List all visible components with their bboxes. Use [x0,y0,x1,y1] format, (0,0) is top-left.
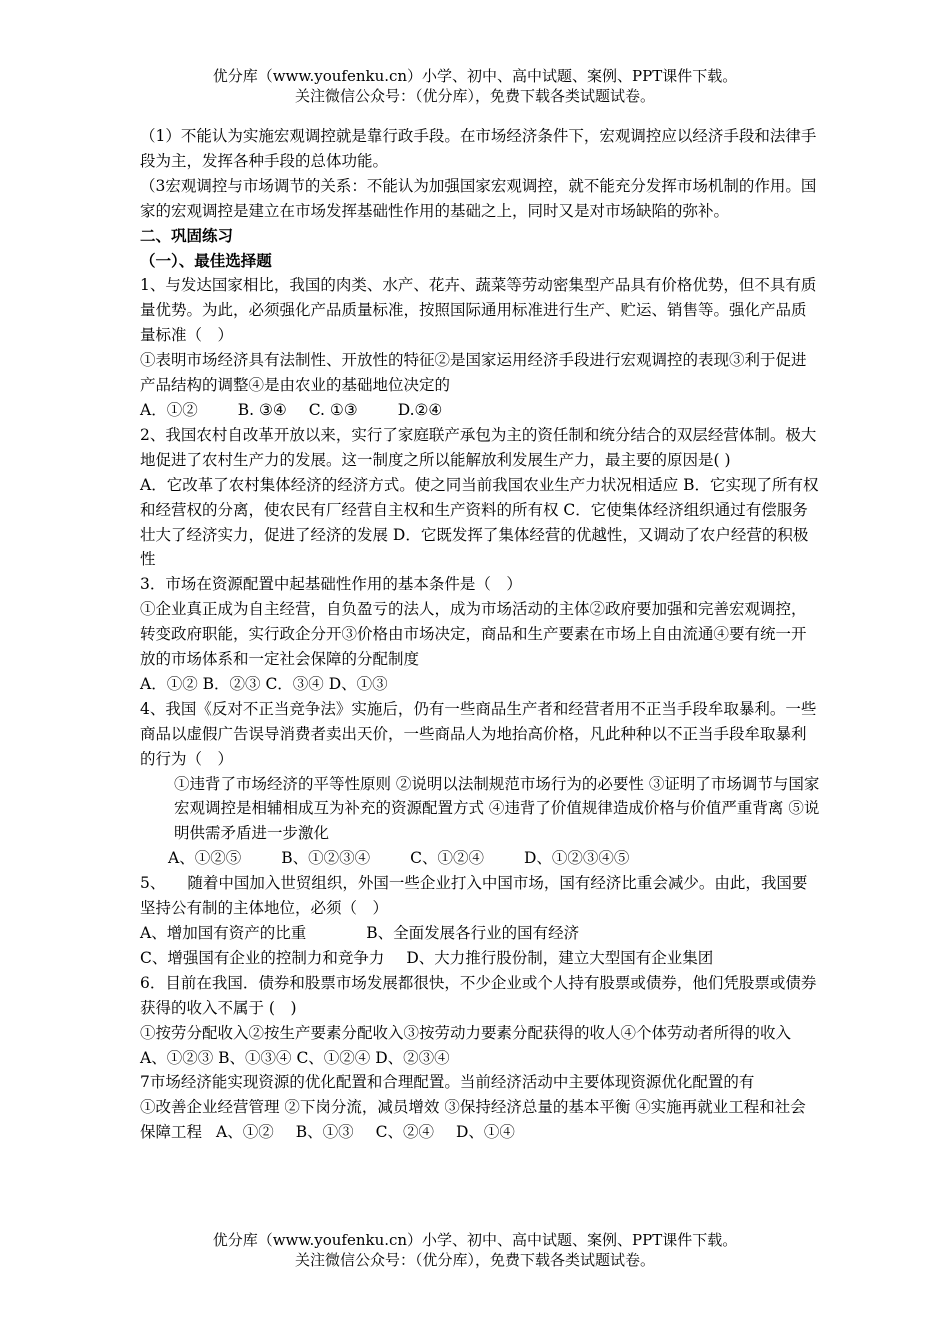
question-5-stem [140,871,820,921]
question-1-options [140,398,820,423]
q7-option-c: C、②④ [375,1123,434,1142]
page-header [0,66,950,106]
intro-paragraph-1: （1）不能认为实施宏观调控就是靠行政手段。在市场经济条件下，宏观调控应以经济手段和法律手段为主，发挥各种手段的总体功能。 [140,127,817,170]
q4-option-b: B、①②③④ [281,849,371,868]
q4-items-text: ①违背了市场经济的平等性原则 ②说明以法制规范市场行为的必要性 ③证明了市场调节与国家宏观调控是相辅相成互为补充的资源配置方式 ④违背了价值规律造成价格与价值严重背离 ⑤说明供需矛盾进一步激化 [174,774,820,843]
page-footer [0,1230,950,1270]
footer-line-1: 优分库（www.youfenku.cn）小学、初中、高中试题、案例、PPT课件下载。 [212,1231,738,1249]
question-3-items: ①企业真正成为自主经营，自负盈亏的法人，成为市场活动的主体②政府要加强和完善宏观调控，转变政府职能，实行政企分开③价格由市场决定，商品和生产要素在市场上自由流通④要有统一开放的市场体系和一定社会保障的分配制度 [140,600,807,669]
q4-option-d: D、①②③④⑤ [523,849,630,868]
q1-option-a: A．①② [140,400,198,419]
question-7-stem: 7市场经济能实现资源的优化配置和合理配置。当前经济活动中主要体现资源优化配置的有 [140,1073,755,1092]
q7-option-d: D、①④ [455,1123,515,1142]
q5-option-b: B、全面发展各行业的国有经济 [366,924,580,942]
q5-stem-text: 随着中国加入世贸组织，外国一些企业打入中国市场，国有经济比重会减少。由此，我国要坚持公有制的主体地位，必须（ ） [140,874,808,918]
q7-items: ①改善企业经营管理 ②下岗分流，减员增效 ③保持经济总量的基本平衡 ④实施再就业工程和社会保障工程 [140,1098,806,1142]
q5-option-d: D、大力推行股份制，建立大型国有企业集团 [406,948,714,967]
question-1-stem: 1、与发达国家相比，我国的肉类、水产、花卉、蔬菜等劳动密集型产品具有价格优势，但不具有质量优势。为此，必须强化产品质量标准，按照国际通用标准进行生产、贮运、销售等。强化产品质量标准（ ） [140,276,817,345]
question-1-items: ①表明市场经济具有法制性、开放性的特征②是国家运用经济手段进行宏观调控的表现③利于促进产品结构的调整④是由农业的基础地位决定的 [140,351,807,395]
q5-option-a: A、增加国有资产的比重 [140,924,307,942]
q5-number: 5、 [140,874,166,893]
question-6-items: ①按劳分配收入②按生产要素分配收入③按劳动力要素分配获得的收人④个体劳动者所得的收入 [140,1023,792,1042]
question-4-options [140,846,820,871]
question-3-stem: 3．市场在资源配置中起基础性作用的基本条件是（ ） [140,575,522,594]
q4-option-a: A、①②⑤ [168,849,242,868]
q1-option-d: D.②④ [397,400,443,419]
question-3-options: A．①② B．②③ C．③④ D、①③ [140,674,388,693]
header-line-2: 关注微信公众号：（优分库），免费下载各类试题试卷。 [294,87,655,105]
intro-paragraph-2: （3宏观调控与市场调节的关系：不能认为加强国家宏观调控，就不能充分发挥市场机制的作用。国家的宏观调控是建立在市场发挥基础性作用的基础之上，同时又是对市场缺陷的弥补。 [140,176,817,220]
q7-option-b: B、①③ [295,1123,354,1142]
q1-option-b: B. ③④ [237,400,287,419]
q4-option-c: C、①②④ [410,849,484,868]
document-body [140,124,820,1145]
question-4-stem: 4、我国《反对不正当竞争法》实施后，仍有一些商品生产者和经营者用不正当手段牟取暴利。一些商品以虚假广告误导消费者卖出天价，一些商品人为地抬高价格，凡此种种以不正当手段牟取暴利的行为（ ） [140,699,817,768]
q7-option-a: A、①② [216,1123,274,1142]
question-6-stem: 6．目前在我国．债券和股票市场发展都很快，不少企业或个人持有股票或债券，他们凭股票或债券获得的收入不属于 ( ) [140,973,817,1017]
header-line-1: 优分库（www.youfenku.cn）小学、初中、高中试题、案例、PPT课件下载。 [212,67,738,85]
question-2-stem: 2、我国农村自改革开放以来，实行了家庭联产承包为主的资任制和统分结合的双层经营体制。极大地促进了农村生产力的发展。这一制度之所以能解放利发展生产力，最主要的原因是( ) [140,425,817,469]
question-5-options-ab [140,921,820,946]
subsection-title: （一）、最佳选择题 [140,250,272,270]
q1-option-c: C. ①③ [308,400,358,419]
question-2-options: A．它改革了农村集体经济的经济方式。使之同当前我国农业生产力状况相适应 B．它实现了所有权和经营权的分离，使农民有厂经营自主权和生产资料的所有权 C．它使集体经济组织通过有偿服务壮大了经济实力，促进了经济的发展 D．它既发挥了集体经营的优越性，又调动了农户经营的积极性 [140,475,819,569]
section-title: 二、巩固练习 [140,225,234,245]
question-4-items [140,772,820,847]
question-6-options: A、①②③ B、①③④ C、①②④ D、②③④ [140,1048,450,1067]
footer-line-2: 关注微信公众号：（优分库），免费下载各类试题试卷。 [294,1251,655,1269]
question-7-items-options [140,1095,820,1145]
q5-option-c: C、增强国有企业的控制力和竞争力 [140,948,385,967]
question-5-options-cd [140,946,820,971]
